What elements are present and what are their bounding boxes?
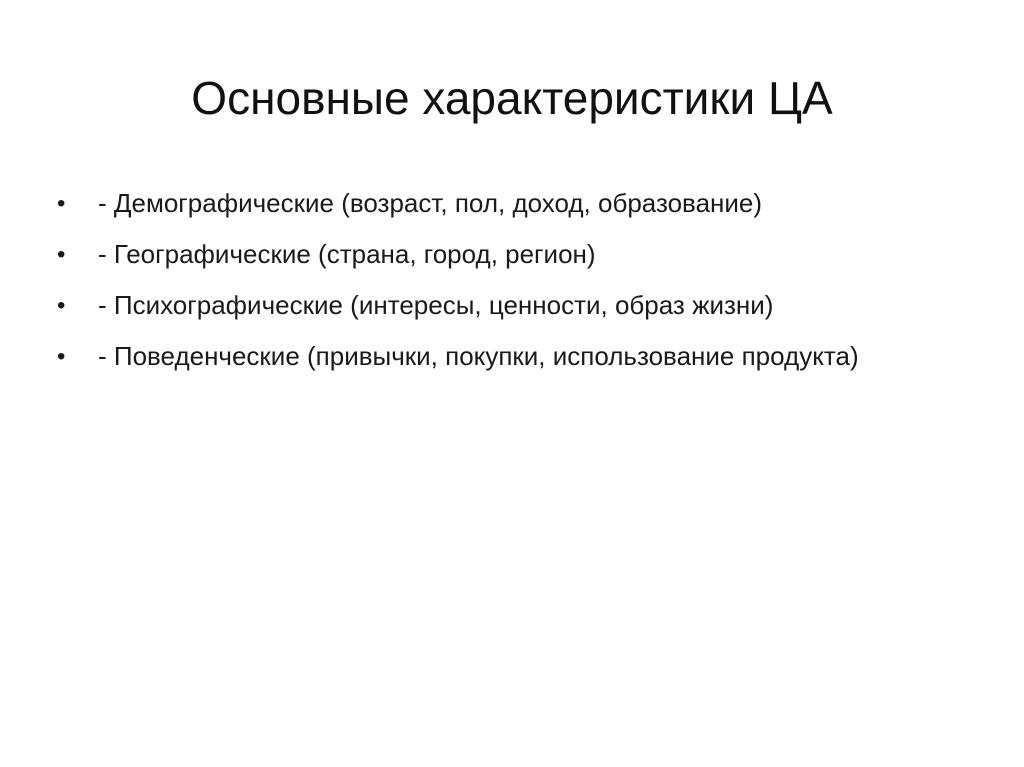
bullet-text: - Психографические (интересы, ценности, образ жизни) (98, 290, 774, 320)
bullet-item-demographic (57, 182, 937, 225)
bullet-item-behavioral (57, 335, 937, 378)
bullet-text: - Поведенческие (привычки, покупки, использование продукта) (98, 341, 859, 371)
bullet-icon: • (57, 190, 66, 217)
bullet-icon: • (57, 343, 66, 370)
bullet-item-geographic (57, 233, 937, 276)
bullet-icon: • (57, 292, 66, 319)
bullet-text: - Демографические (возраст, пол, доход, образование) (98, 188, 763, 218)
bullet-text: - Географические (страна, город, регион) (98, 239, 596, 269)
bullet-icon: • (57, 241, 66, 268)
bullet-list (57, 182, 937, 378)
slide-title: Основные характеристики ЦА (191, 72, 833, 124)
bullet-item-psychographic (57, 284, 937, 327)
